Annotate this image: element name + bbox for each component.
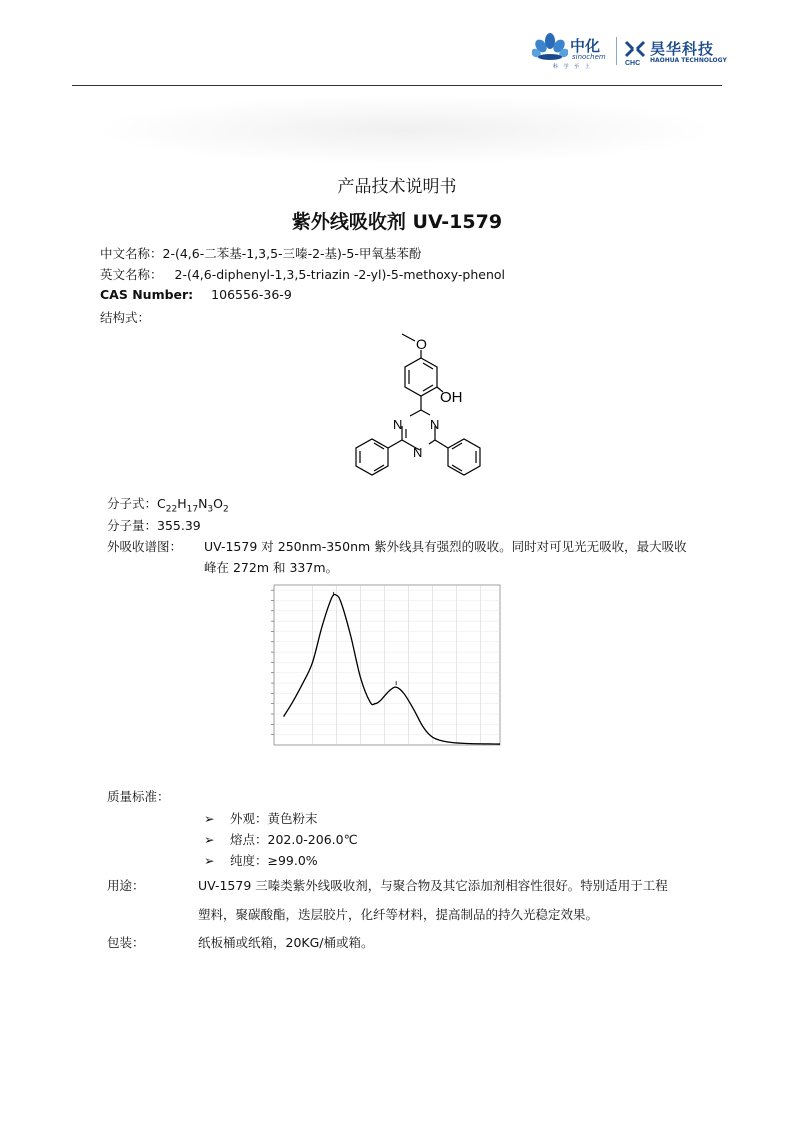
cas-value: 106556-36-9 bbox=[211, 287, 292, 302]
chart-ticks bbox=[271, 590, 274, 735]
en-name-line bbox=[100, 265, 505, 283]
sinochem-logo bbox=[532, 33, 614, 73]
arrow-bullet-icon: ➢ bbox=[204, 832, 215, 847]
formula-o-n: 2 bbox=[223, 504, 229, 515]
formula-line bbox=[107, 494, 229, 515]
haohua-logo bbox=[624, 38, 734, 68]
cn-name-line bbox=[100, 244, 421, 262]
formula-n-n: 3 bbox=[207, 504, 214, 515]
arrow-bullet-icon: ➢ bbox=[204, 853, 215, 868]
sinochem-cn: 中化 bbox=[570, 37, 601, 55]
formula-c: C bbox=[157, 496, 166, 511]
formula-o: O bbox=[213, 496, 223, 511]
haohua-cn: 昊华科技 bbox=[650, 40, 715, 58]
uv-spectrum-chart bbox=[262, 580, 512, 752]
uv-label: 外吸收谱图： bbox=[107, 539, 183, 554]
haohua-en: HAOHUA TECHNOLOGY bbox=[650, 57, 727, 64]
sinochem-flower-icon bbox=[532, 33, 568, 63]
quality-appearance: 外观：黄色粉末 bbox=[230, 811, 318, 826]
en-name-label: 英文名称： bbox=[100, 267, 163, 282]
structure-diagram bbox=[340, 330, 490, 485]
quality-label: 质量标准： bbox=[107, 789, 170, 804]
formula-h: H bbox=[177, 496, 187, 511]
arrow-bullet-icon: ➢ bbox=[204, 811, 215, 826]
header-shadow bbox=[90, 95, 720, 165]
logo-divider bbox=[616, 37, 617, 65]
structure-label: 结构式： bbox=[100, 310, 151, 325]
uv-text-1: UV-1579 对 250nm-350nm 紫外线具有强烈的吸收。同时对可见光无吸收，最大吸收 bbox=[204, 539, 687, 554]
packing-text: 纸板桶或纸箱，20KG/桶或箱。 bbox=[198, 935, 374, 950]
formula-c-n: 22 bbox=[165, 504, 178, 515]
sinochem-en: sinochem bbox=[572, 53, 606, 61]
triazine-n-right: N bbox=[430, 417, 440, 432]
cas-line bbox=[100, 287, 292, 302]
document-title: 产品技术说明书 bbox=[337, 177, 457, 197]
en-name-value: 2-(4,6-diphenyl-1,3,5-triazin -2-yl)-5-methoxy-phenol bbox=[174, 267, 506, 282]
usage-label: 用途： bbox=[107, 878, 145, 893]
formula-label: 分子式： bbox=[107, 496, 158, 511]
usage-text-1: UV-1579 三嗪类紫外线吸收剂，与聚合物及其它添加剂相容性很好。特别适用于工程 bbox=[198, 878, 668, 893]
mw-line bbox=[107, 516, 201, 534]
quality-melting-point: 熔点：202.0-206.0℃ bbox=[230, 832, 358, 847]
methoxy-o: O bbox=[416, 336, 427, 352]
uv-text-2: 峰在 272m 和 337m。 bbox=[204, 560, 338, 575]
cas-label: CAS Number: bbox=[100, 287, 194, 302]
triazine-n-left: N bbox=[393, 417, 403, 432]
quality-item bbox=[204, 830, 358, 848]
usage-text-2: 塑料，聚碳酸酯，迭层胶片，化纤等材料，提高制品的持久光稳定效果。 bbox=[198, 907, 599, 922]
cn-name-label: 中文名称： bbox=[100, 246, 163, 261]
haohua-mark-text: CHC bbox=[625, 60, 641, 66]
formula-n: N bbox=[198, 496, 208, 511]
product-title: 紫外线吸收剂 UV-1579 bbox=[291, 211, 503, 233]
sinochem-tagline: 科 学 至 上 bbox=[553, 64, 592, 70]
packing-label: 包装： bbox=[107, 935, 145, 950]
cn-name-value: 2-(4,6-二苯基-1,3,5-三嗪-2-基)-5-甲氧基苯酚 bbox=[162, 246, 422, 261]
mw-label: 分子量： bbox=[107, 518, 158, 533]
header-rule bbox=[72, 85, 722, 86]
quality-item bbox=[204, 851, 318, 869]
quality-purity: 纯度：≥99.0% bbox=[230, 853, 318, 868]
triazine-n-bottom: N bbox=[413, 445, 423, 460]
formula-h-n: 17 bbox=[186, 504, 199, 515]
haohua-mark-icon bbox=[624, 40, 646, 66]
plot-frame bbox=[274, 585, 500, 745]
mw-value: 355.39 bbox=[157, 518, 201, 533]
oh-label: OH bbox=[440, 389, 463, 406]
quality-item bbox=[204, 809, 318, 827]
